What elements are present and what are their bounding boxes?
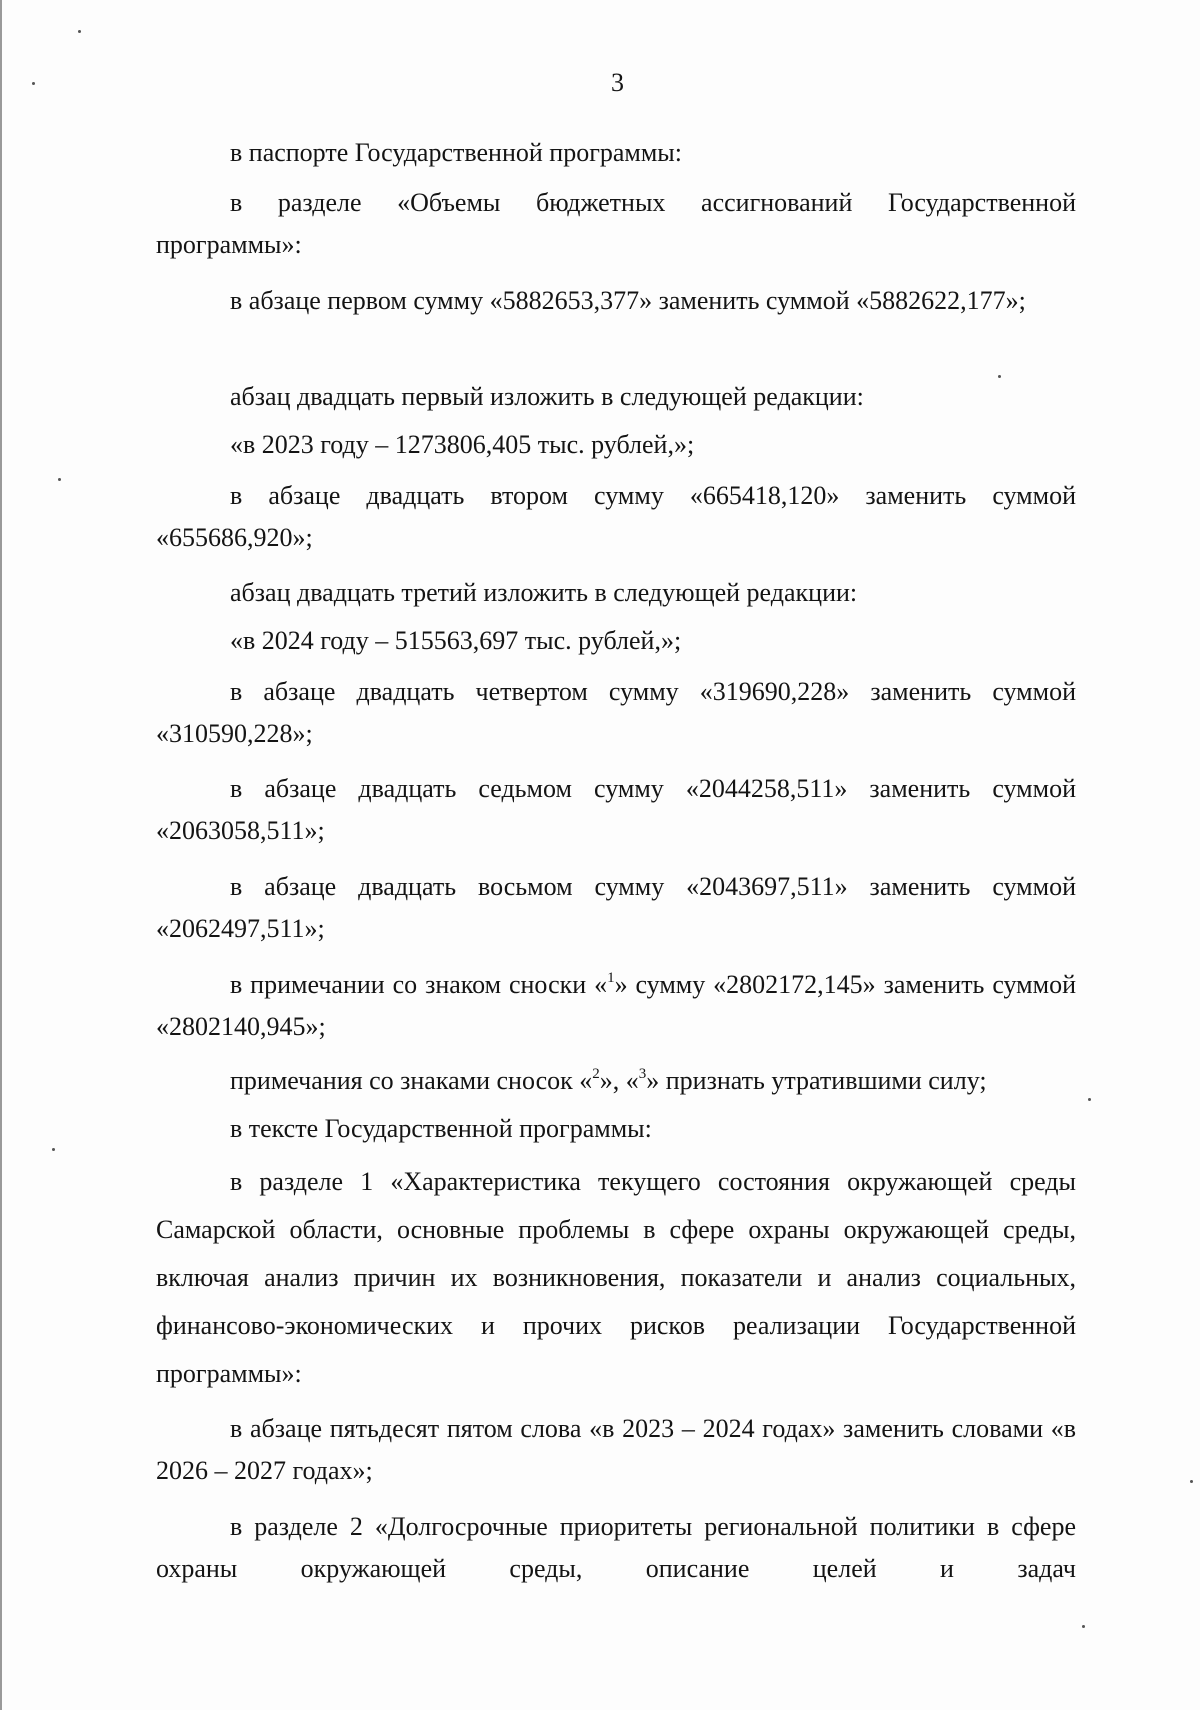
footnotes-text-part2: », « xyxy=(599,1066,639,1095)
paragraph-21-redaction: абзац двадцать первый изложить в следующей редакции: xyxy=(230,382,864,411)
paragraph-27-abzats: в абзаце двадцать седьмом сумму «2044258,511» заменить суммой «2063058,511»; xyxy=(156,774,1076,845)
paragraph-22-abzats: в абзаце двадцать втором сумму «665418,120» заменить суммой «655686,920»; xyxy=(156,481,1076,552)
scan-speck xyxy=(78,30,81,33)
footnote-text-after: » сумму «2802172,145» заменить суммой «2802140,945»; xyxy=(156,970,1076,1041)
footnote-marker-1: 1 xyxy=(607,970,615,986)
scan-speck xyxy=(1082,1625,1085,1628)
paragraph-24-abzats: в абзаце двадцать четвертом сумму «319690,228» заменить суммой «310590,228»; xyxy=(156,677,1076,748)
paragraph-budget-section: в разделе «Объемы бюджетных ассигнований Государственной программы»: xyxy=(156,188,1076,259)
scan-speck xyxy=(1088,1098,1091,1101)
paragraph-footnote-1 xyxy=(156,964,1076,1048)
scan-speck xyxy=(58,478,61,481)
scan-edge-line xyxy=(0,0,2,1710)
footnote-marker-3: 3 xyxy=(638,1066,647,1082)
paragraph-section-2: в разделе 2 «Долгосрочные приоритеты региональной политики в сфере охраны окружающей среды, описание целей и задач xyxy=(156,1512,1076,1583)
paragraph-2024-amount: «в 2024 году – 515563,697 тыс. рублей,»; xyxy=(230,626,682,655)
paragraph-55-abzats: в абзаце пятьдесят пятом слова «в 2023 – 2024 годах» заменить словами «в 2026 – 2027 годах»; xyxy=(156,1414,1076,1485)
footnotes-text-part3: » признать утратившими силу; xyxy=(646,1066,987,1095)
page-number: 3 xyxy=(611,68,624,97)
paragraph-28-abzats: в абзаце двадцать восьмом сумму «2043697,511» заменить суммой «2062497,511»; xyxy=(156,872,1076,943)
paragraph-23-redaction: абзац двадцать третий изложить в следующей редакции: xyxy=(230,578,858,607)
paragraph-program-text: в тексте Государственной программы: xyxy=(230,1114,652,1143)
paragraph-2023-amount: «в 2023 году – 1273806,405 тыс. рублей,»; xyxy=(230,430,695,459)
scan-speck xyxy=(52,1148,55,1151)
footnote-marker-2: 2 xyxy=(592,1066,600,1082)
paragraph-passport-heading: в паспорте Государственной программы: xyxy=(230,138,682,167)
paragraph-first-abzats: в абзаце первом сумму «5882653,377» заменить суммой «5882622,177»; xyxy=(230,286,1026,315)
footnote-text-before: в примечании со знаком сноски « xyxy=(230,970,608,999)
paragraph-footnotes-2-3 xyxy=(156,1060,1076,1102)
paragraph-section-1: в разделе 1 «Характеристика текущего состояния окружающей среды Самарской области, основные проблемы в сфере охраны окружающей среды, включая анализ причин их возникновения, показатели и анализ социальных, финансово-экономических и прочих рисков реализации Государственной программы»: xyxy=(156,1167,1076,1388)
footnotes-text-part1: примечания со знаками сносок « xyxy=(230,1066,593,1095)
scan-speck xyxy=(1190,1480,1193,1483)
